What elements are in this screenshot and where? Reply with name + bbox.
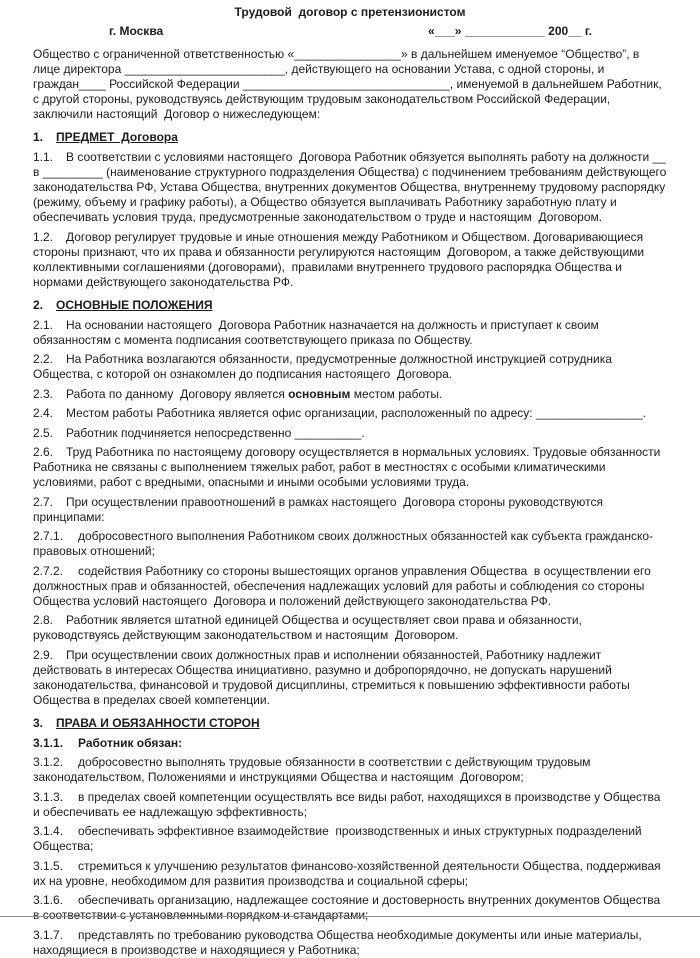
clause-paragraph: [33, 426, 667, 441]
section-title-text: ПРЕДМЕТ Договора: [56, 130, 178, 144]
clause-text: На основании настоящего Договора Работник назначается на должность и приступает к своим обязанностям с момента подписания соответствующего приказа по Обществу.: [33, 317, 603, 347]
clause-paragraph: [33, 495, 667, 525]
clause-number: 2.3.: [33, 386, 54, 401]
clause-number: 2.6.: [33, 445, 54, 459]
clause-number: 2.7.: [33, 494, 54, 509]
clause-text: добросовестного выполнения Работником своих должностных обязанностей как субъекта гражданско-правовых отношений;: [33, 529, 654, 558]
clause-text: добросовестно выполнять трудовые обязанности в соответствии с действующим трудовым законодательством, Положениями и инструкциями Общества и настоящим Договором;: [33, 755, 594, 784]
clause-text: обеспечивать организацию, надлежащее состояние и достоверность внутренних документов Общества в соответствии с установленными порядком и стандартами;: [33, 893, 664, 922]
clause-text: При осуществлении правоотношений в рамках настоящего Договора стороны руководствуются принципами:: [33, 494, 607, 524]
clause-text: Договор регулирует трудовые и иные отношения между Работником и Обществом. Договаривающиеся стороны признают, что их права и обязанности регулируются настоящим Договором, а также действующими коллективными соглашениями (договорами), правилами внутреннего трудового распорядка Общества и нормами действующего законодательства РФ.: [33, 229, 648, 289]
clause-paragraph: [33, 755, 667, 785]
place-of-signing: г. Москва: [109, 24, 164, 38]
clause-paragraph: [33, 352, 667, 382]
clause-paragraph: [33, 859, 667, 889]
clause-text: На Работника возлагаются обязанности, предусмотренные должностной инструкцией сотрудника Общества, с которой он ознакомлен до подписания настоящего Договора.: [33, 352, 616, 381]
clause-text: в пределах своей компетенции осуществлять все виды работ, находящихся в производстве у Общества и обеспечивать ее надлежащую эффективность;: [33, 789, 664, 819]
clause-number: 2.5.: [33, 425, 54, 440]
clause-number: 2.4.: [33, 406, 54, 420]
section-title-text: ОСНОВНЫЕ ПОЛОЖЕНИЯ: [56, 297, 213, 312]
clause-text: стремиться к улучшению результатов финансово-хозяйственной деятельности Общества, поддерживая их на уровне, необходимом для развития производства и социальной сферы;: [33, 858, 664, 888]
section-heading: [33, 130, 667, 145]
clause-number: 2.: [33, 297, 44, 312]
clause-number: 3.1.6.: [33, 893, 64, 907]
clause-text: обеспечивать эффективное взаимодействие производственных и иных структурных подразделений Общества;: [33, 824, 645, 853]
clause-number: 3.1.3.: [33, 789, 64, 804]
clause-text: Работник обязан:: [78, 735, 183, 750]
clause-paragraph: [33, 613, 667, 643]
clause-text: Труд Работника по настоящему договору осуществляется в нормальных условиях. Трудовые обязанности Работника не связаны с выполнением тяжелых работ, работ в местностях с особыми климатическими условиями, работ с вредными, опасными и иными особыми условиями труда.: [33, 445, 664, 489]
clause-text: Работа по данному Договору является основным местом работы.: [66, 386, 443, 401]
clause-number: 2.7.2.: [33, 563, 64, 578]
clause-number: 3.1.7.: [33, 927, 64, 942]
page-bottom-divider: [0, 916, 700, 917]
clause-number: 1.: [33, 130, 44, 144]
clause-paragraph: [33, 47, 667, 122]
clause-number: 3.1.2.: [33, 755, 64, 769]
clause-paragraph: [33, 893, 667, 923]
clause-paragraph: [33, 150, 670, 225]
clause-number: 3.1.4.: [33, 824, 64, 838]
clause-number: 2.2.: [33, 352, 54, 366]
document-header-row: [33, 24, 667, 39]
clause-text: содействия Работнику со стороны вышестоящих органов управления Общества в осуществлении его должностных прав и обязанностей, обеспечения надлежащих условий для работы и соблюдения со стороны Общества условий настоящего Договора и положений действующего законодательства РФ.: [33, 563, 655, 608]
clause-number: 2.7.1.: [33, 529, 64, 543]
clause-paragraph: [33, 318, 667, 348]
clause-paragraph: [33, 387, 667, 402]
clause-number: 1.1.: [33, 150, 54, 164]
clause-text: представлять по требованию руководства Общества необходимые документы или иные материалы, находящиеся в производстве и находящиеся у Работника;: [33, 927, 645, 957]
clause-paragraph: [33, 230, 667, 290]
section-title-text: ПРАВА И ОБЯЗАННОСТИ СТОРОН: [56, 715, 260, 730]
clause-number: 2.9.: [33, 647, 54, 662]
clause-text: Работник подчиняется непосредственно __________.: [66, 425, 365, 440]
clause-number: 1.2.: [33, 229, 54, 244]
clause-number: 3.1.5.: [33, 858, 64, 873]
clause-paragraph: [33, 928, 667, 958]
clause-paragraph: [33, 529, 667, 559]
clause-text: Местом работы Работника является офис организации, расположенный по адресу: ________________.: [66, 406, 647, 420]
document-blocks: [33, 47, 670, 958]
clause-subheading: [33, 736, 667, 751]
section-heading: [33, 716, 667, 731]
clause-paragraph: [33, 790, 667, 820]
clause-text: Работник является штатной единицей Общества и осуществляет свои права и обязанности, руководствуясь действующим законодательством и настоящим Договором.: [33, 613, 586, 642]
clause-number: 2.8.: [33, 613, 54, 627]
clause-paragraph: [33, 406, 667, 421]
clause-text: В соответствии с условиями настоящего Договора Работник обязуется выполнять работу на должности __ в _________ (наименование структурного подразделения Общества) с подчинением требованиям действующего законодательства РФ, Устава Общества, внутренних документов Общества, внутреннему трудовому распорядку (режиму, объему и графику работы), а Общество обязуется выплачивать Работнику заработную плату и обеспечивать условия труда, предусмотренные законодательством о труде и настоящим Договором.: [33, 150, 670, 224]
document-title: Трудовой договор с претензионистом: [234, 5, 466, 19]
clause-text: Общество с ограниченной ответственностью «________________» в дальнейшем именуемое “Общество”, в лице директора ________________________, действующего на основании Устава, с одной стороны, и граждан____ Российской Федерации _______________________________, именуемой в дальнейшем Работник, с другой стороны, руководствуясь действующим трудовым законодательством Российской Федерации, заключили настоящий Договор о нижеследующем:: [33, 47, 666, 121]
clause-text: При осуществлении своих должностных прав и исполнении обязанностей, Работнику надлежит действовать в интересах Общества инициативно, разумно и добропорядочно, не допускать нарушений законодательства, финансовой и трудовой дисциплины, стремиться к повышению эффективности работы Общества в пределах своей компетенции.: [33, 647, 634, 707]
clause-paragraph: [33, 445, 667, 490]
clause-paragraph: [33, 648, 667, 708]
clause-paragraph: [33, 564, 667, 609]
date-blank-line: «___» ____________ 200__ г.: [428, 24, 592, 38]
clause-number: 3.1.1.: [33, 735, 64, 750]
clause-paragraph: [33, 824, 667, 854]
clause-number: 2.1.: [33, 317, 54, 332]
clause-number: 3.: [33, 715, 44, 730]
section-heading: [33, 298, 667, 313]
